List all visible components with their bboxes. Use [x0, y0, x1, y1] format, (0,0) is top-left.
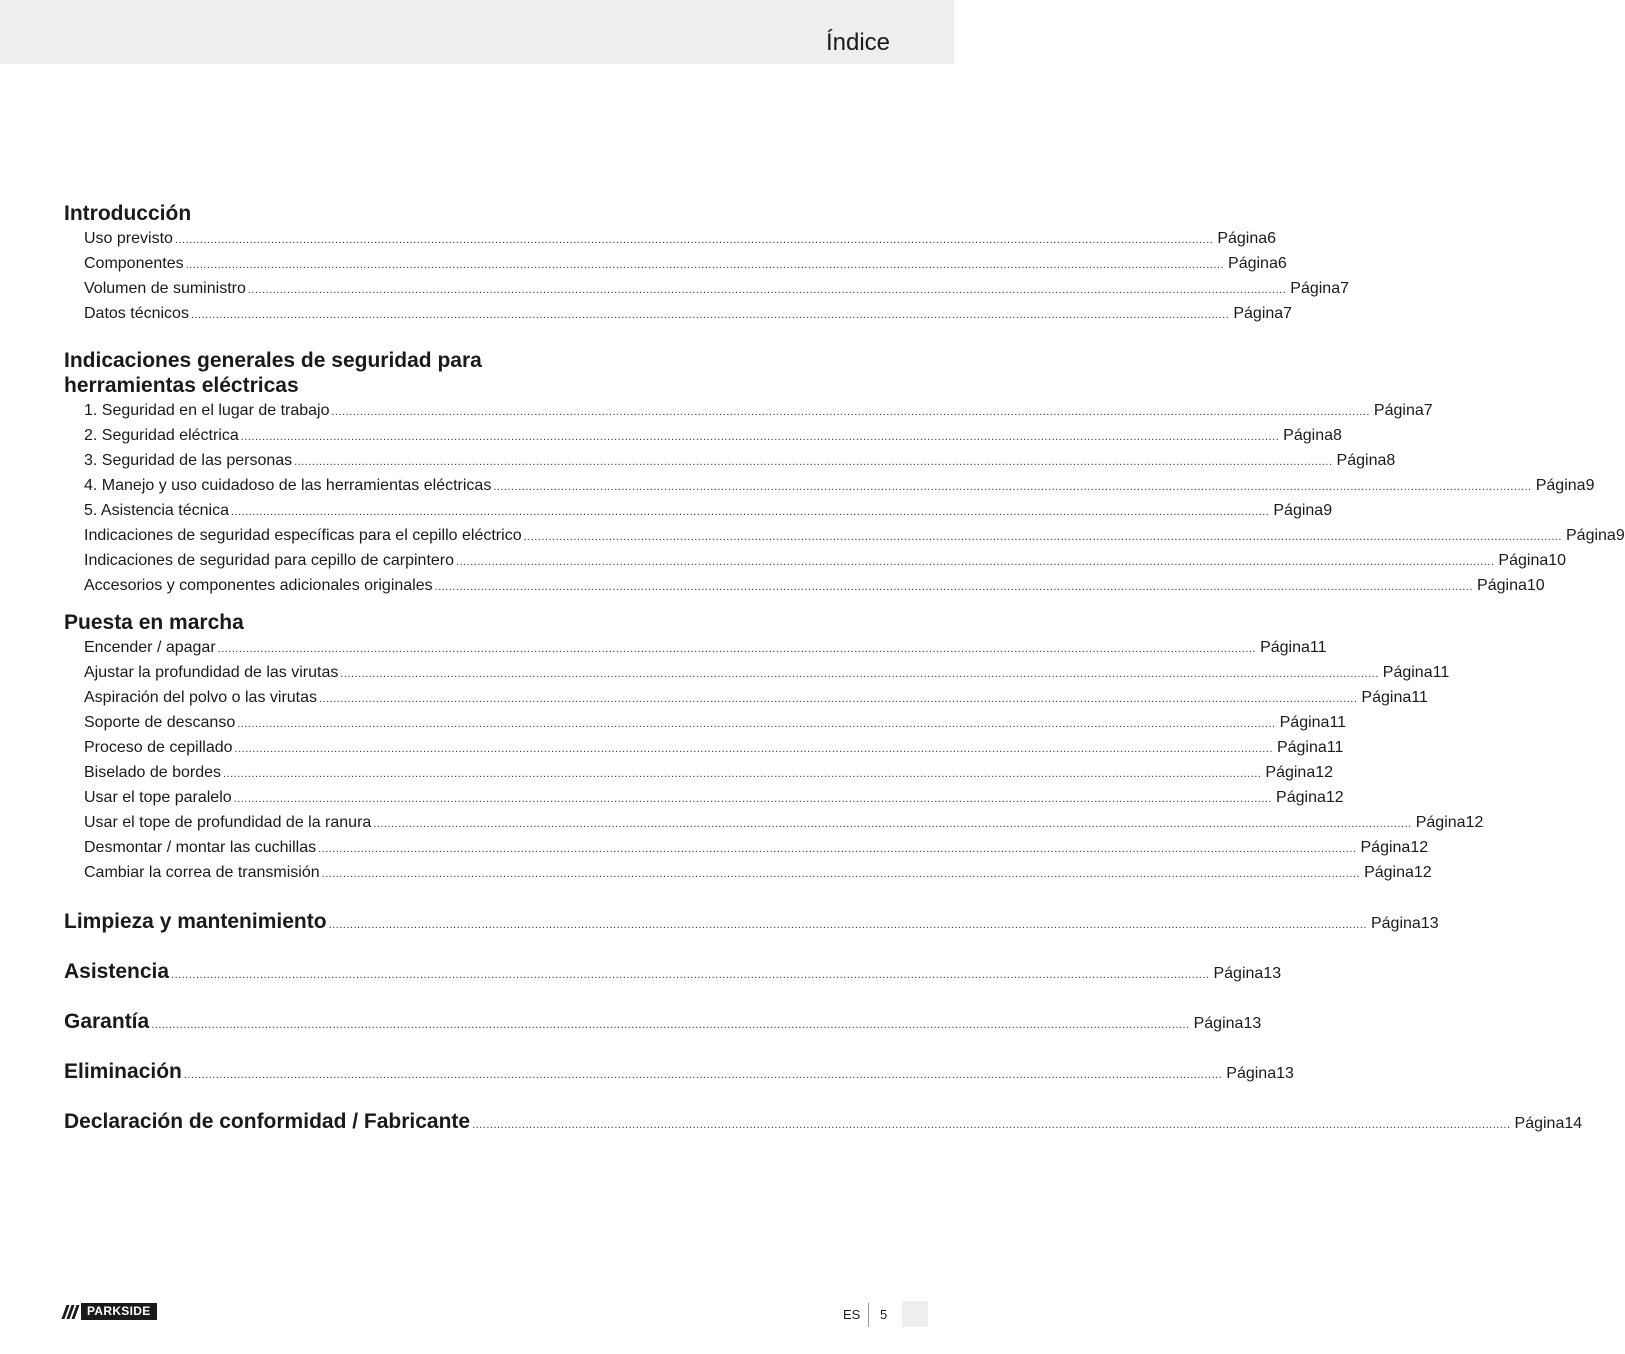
entry-label: 3. Seguridad de las personas [84, 452, 293, 469]
spacer [64, 326, 889, 348]
toc-entry[interactable] [64, 251, 1287, 276]
toc-heading-entry-garantia[interactable] [64, 997, 1262, 1047]
entry-label: Volumen de suministro [84, 280, 246, 297]
toc-entry[interactable] [64, 860, 1432, 885]
page-word: Página [1477, 577, 1527, 594]
page-number: 7 [1340, 280, 1349, 297]
dot-leader: .................................................................................................................................................................................................................................................................................................... [318, 843, 1357, 855]
page-word: Página [1373, 402, 1424, 419]
page-number: 6 [1267, 230, 1277, 247]
toc-entry[interactable] [64, 398, 1433, 423]
dot-leader: .................................................................................................................................................................................................................................................................................................... [321, 868, 1361, 880]
page-word: Página [1361, 689, 1412, 706]
page-word: Página [1193, 1015, 1244, 1032]
dot-leader: .................................................................................................................................................................................................................................................................................................... [233, 793, 1273, 805]
heading-entry-label: Asistencia [64, 960, 170, 983]
toc-heading-entry-declaracion[interactable] [64, 1097, 1583, 1147]
page-number: 11 [1326, 739, 1344, 756]
toc-entry[interactable] [64, 660, 1450, 685]
page-word: Página [1360, 839, 1411, 856]
toc-heading-entry-asistencia[interactable] [64, 947, 1282, 997]
toc-entry[interactable] [64, 735, 1344, 760]
dot-leader: .................................................................................................................................................................................................................................................................................................... [328, 919, 1367, 931]
entry-label: Encender / apagar [84, 639, 216, 656]
dot-leader: .................................................................................................................................................................................................................................................................................................... [171, 969, 1210, 981]
page-word: Página [1260, 639, 1310, 656]
logo-stripes-icon [64, 1303, 79, 1320]
page-number: 9 [1585, 477, 1595, 494]
dot-leader: .................................................................................................................................................................................................................................................................................................... [523, 531, 1562, 543]
toc-heading-entry-eliminacion[interactable] [64, 1047, 1294, 1097]
page-word: Página [1265, 764, 1316, 781]
page-number: 9 [1323, 502, 1333, 519]
toc-heading-entry-limpieza[interactable] [64, 897, 1439, 947]
page-word: Página [1276, 739, 1327, 756]
dot-leader: .................................................................................................................................................................................................................................................................................................... [240, 431, 1280, 443]
toc-entry[interactable] [64, 498, 1333, 523]
page-number: 13 [1420, 915, 1439, 932]
toc-entry[interactable] [64, 573, 1545, 598]
section-heading [64, 348, 889, 398]
section-heading: Introducción [64, 202, 192, 225]
page-number: 7 [1423, 402, 1433, 419]
toc-entry[interactable] [64, 710, 1347, 735]
logo-wordmark: PARKSIDE [81, 1303, 157, 1320]
page-number: 13 [1276, 1065, 1294, 1082]
section-heading-line2: herramientas eléctricas [64, 374, 299, 397]
language-code: ES [843, 1307, 861, 1322]
entry-label: Proceso de cepillado [84, 739, 233, 756]
entry-label: Aspiración del polvo o las virutas [84, 689, 318, 706]
dot-leader: .................................................................................................................................................................................................................................................................................................... [217, 643, 1257, 655]
page-word: Página [1226, 1065, 1277, 1082]
header-band [0, 0, 954, 64]
dot-leader: .................................................................................................................................................................................................................................................................................................... [185, 259, 1225, 271]
page-word: Página [1370, 915, 1421, 932]
heading-entry-label: Declaración de conformidad / Fabricante [64, 1110, 471, 1133]
entry-label: Uso previsto [84, 230, 173, 247]
entry-label: Soporte de descanso [84, 714, 236, 731]
parkside-logo [64, 1303, 176, 1320]
toc-section-introduccion [64, 201, 1349, 326]
dot-leader: .................................................................................................................................................................................................................................................................................................... [472, 1119, 1511, 1131]
dot-leader: .................................................................................................................................................................................................................................................................................................... [222, 768, 1262, 780]
page-number: 12 [1325, 789, 1344, 806]
page-word: Página [1279, 714, 1330, 731]
page-number: 12 [1413, 864, 1432, 881]
toc-section-indicaciones [64, 348, 1625, 598]
page-word: Página [1336, 452, 1387, 469]
toc-entry[interactable] [64, 785, 1344, 810]
entry-label: 2. Seguridad eléctrica [84, 427, 239, 444]
page-number: 14 [1564, 1115, 1583, 1132]
toc-entry[interactable] [64, 635, 1327, 660]
entry-label: 1. Seguridad en el lugar de trabajo [84, 402, 330, 419]
page-word: Página [1228, 255, 1278, 272]
page-number: 9 [1615, 527, 1625, 544]
toc-entry[interactable] [64, 685, 1428, 710]
page-number: 10 [1548, 552, 1567, 569]
toc-entry[interactable] [64, 523, 1625, 548]
page-word: Página [1217, 230, 1268, 247]
dot-leader: .................................................................................................................................................................................................................................................................................................... [183, 1069, 1223, 1081]
footer-tab-marker [902, 1301, 928, 1327]
page-word: Página [1498, 552, 1549, 569]
entry-label: Cambiar la correa de transmisión [84, 864, 320, 881]
page-word: Página [1273, 502, 1324, 519]
toc-entry[interactable] [64, 448, 1396, 473]
dot-leader: .................................................................................................................................................................................................................................................................................................... [294, 456, 1333, 468]
dot-leader: .................................................................................................................................................................................................................................................................................................... [373, 818, 1412, 830]
page-word: Página [1535, 477, 1586, 494]
toc-entry[interactable] [64, 423, 1342, 448]
dot-leader: .................................................................................................................................................................................................................................................................................................... [234, 743, 1273, 755]
dot-leader: .................................................................................................................................................................................................................................................................................................... [230, 506, 1270, 518]
heading-entry-label: Limpieza y mantenimiento [64, 910, 327, 933]
page-word: Página [1276, 789, 1326, 806]
dot-leader: .................................................................................................................................................................................................................................................................................................... [174, 234, 1214, 246]
page-number: 8 [1333, 427, 1342, 444]
dot-leader: .................................................................................................................................................................................................................................................................................................... [237, 718, 1276, 730]
footer-divider [868, 1303, 869, 1327]
page-number: 11 [1432, 664, 1450, 681]
entry-label: Desmontar / montar las cuchillas [84, 839, 317, 856]
entry-label: Usar el tope de profundidad de la ranura [84, 814, 372, 831]
toc-entry[interactable] [64, 810, 1484, 835]
page-word: Página [1415, 814, 1466, 831]
page-number: 11 [1411, 689, 1428, 706]
page-number: 13 [1243, 1015, 1262, 1032]
entry-label: Ajustar la profundidad de las virutas [84, 664, 339, 681]
entry-label: 5. Asistencia técnica [84, 502, 229, 519]
page-word: Página [1382, 664, 1433, 681]
page-word: Página [1283, 427, 1333, 444]
table-of-contents [64, 201, 1625, 1147]
toc-entry[interactable] [64, 301, 1293, 326]
section-heading: Puesta en marcha [64, 611, 244, 634]
toc-entry[interactable] [64, 835, 1429, 860]
dot-leader: .................................................................................................................................................................................................................................................................................................... [340, 668, 1379, 680]
dot-leader: .................................................................................................................................................................................................................................................................................................... [190, 309, 1230, 321]
page-word: Página [1213, 965, 1264, 982]
page-title: Índice [825, 29, 890, 56]
page-word: Página [1566, 527, 1616, 544]
page-number: 6 [1277, 255, 1287, 272]
entry-label: Indicaciones de seguridad específicas para el cepillo eléctrico [84, 527, 522, 544]
toc-entry[interactable] [64, 473, 1595, 498]
dot-leader: .................................................................................................................................................................................................................................................................................................... [493, 481, 1532, 493]
page-number-footer: 5 [880, 1307, 888, 1322]
page-number: 12 [1465, 814, 1484, 831]
page-number: 11 [1309, 639, 1327, 656]
page-number: 12 [1315, 764, 1334, 781]
toc-entry[interactable] [64, 276, 1349, 301]
entry-label: Indicaciones de seguridad para cepillo de carpintero [84, 552, 455, 569]
page-number: 8 [1386, 452, 1396, 469]
heading-entry-label: Garantía [64, 1010, 150, 1033]
entry-label: Datos técnicos [84, 305, 189, 322]
page-word: Página [1233, 305, 1284, 322]
section-heading-line1: Indicaciones generales de seguridad para [64, 349, 482, 372]
page-number: 11 [1329, 714, 1347, 731]
page-word: Página [1514, 1115, 1565, 1132]
toc-entry[interactable] [64, 548, 1567, 573]
dot-leader: .................................................................................................................................................................................................................................................................................................... [434, 581, 1474, 593]
page-number: 7 [1283, 305, 1293, 322]
entry-label: Componentes [84, 255, 184, 272]
page-number: 10 [1526, 577, 1545, 594]
dot-leader: .................................................................................................................................................................................................................................................................................................... [331, 406, 1370, 418]
dot-leader: .................................................................................................................................................................................................................................................................................................... [456, 556, 1495, 568]
entry-label: Biselado de bordes [84, 764, 221, 781]
dot-leader: .................................................................................................................................................................................................................................................................................................... [247, 284, 1287, 296]
toc-entry[interactable] [64, 226, 1277, 251]
toc-entry[interactable] [64, 760, 1334, 785]
dot-leader: .................................................................................................................................................................................................................................................................................................... [319, 693, 1358, 705]
page-word: Página [1364, 864, 1414, 881]
heading-entry-label: Eliminación [64, 1060, 182, 1083]
page-number: 12 [1410, 839, 1429, 856]
page-number: 13 [1263, 965, 1282, 982]
dot-leader: .................................................................................................................................................................................................................................................................................................... [151, 1019, 1190, 1031]
toc-section-puesta-en-marcha [64, 610, 1484, 885]
entry-label: 4. Manejo y uso cuidadoso de las herramientas eléctricas [84, 477, 492, 494]
entry-label: Accesorios y componentes adicionales originales [84, 577, 433, 594]
entry-label: Usar el tope paralelo [84, 789, 232, 806]
page-word: Página [1290, 280, 1341, 297]
